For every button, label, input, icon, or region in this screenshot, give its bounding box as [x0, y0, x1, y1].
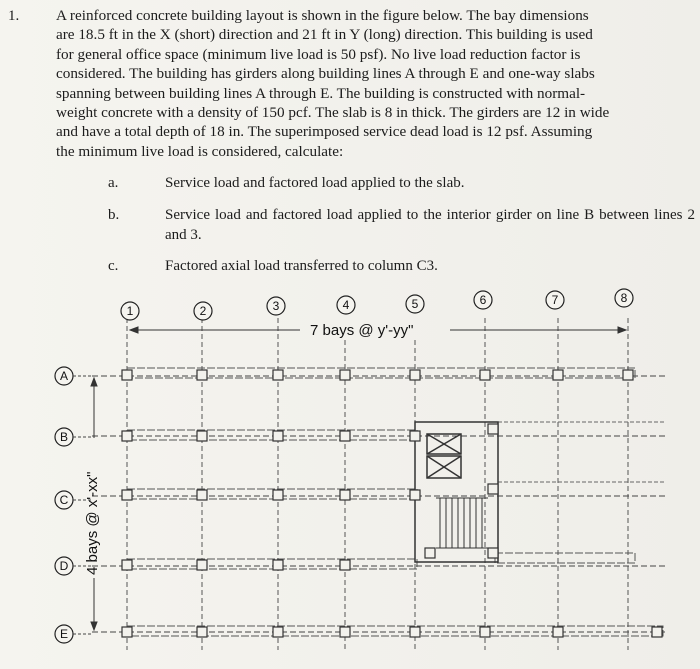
columns: [122, 370, 662, 637]
question-number: 1.: [8, 8, 20, 24]
paragraph-line: and have a total depth of 18 in. The superimposed service dead load is 12 psf. Assuming: [56, 123, 593, 141]
column-bubble-label: 3: [272, 299, 280, 313]
paragraph-line: weight concrete with a density of 150 pcf. The slab is 8 in thick. The girders are 12 in wide: [56, 104, 610, 122]
part-text: Service load and factored load applied to the interior girder on line B between lines 2 and 3.: [165, 207, 695, 243]
stair-treads: [436, 498, 488, 548]
girder-C: [127, 489, 417, 499]
dimension-arrow: [91, 622, 97, 630]
column-bubble-label: 5: [411, 297, 419, 311]
column-bubble-label: 1: [126, 304, 134, 318]
row-bubble-label: B: [59, 430, 69, 444]
paragraph-line: considered. The building has girders along building lines A through E and one-way slabs: [56, 65, 595, 83]
paragraph-line: the minimum live load is considered, calculate:: [56, 142, 344, 160]
row-bubble-label: D: [59, 559, 69, 573]
row-bubble-label: E: [59, 627, 69, 641]
vertical-dimension-label: 4 bays @ x'-xx": [84, 471, 101, 575]
part-label: a.: [108, 175, 119, 191]
paragraph-line: spanning between building lines A through E. The building is constructed with normal-: [56, 84, 586, 102]
column-bubble-label: 4: [342, 298, 350, 312]
dimension-arrow: [130, 327, 138, 333]
row-bubble-label: A: [59, 369, 69, 383]
girder-D: [127, 559, 417, 569]
paragraph-line: for general office space (minimum live load is 50 psf). No live load reduction factor is: [56, 45, 581, 63]
row-bubble-label: C: [59, 493, 69, 507]
girder-D-right: [495, 553, 635, 563]
paragraph-line: are 18.5 ft in the X (short) direction and 21 ft in Y (long) direction. This building is used: [56, 26, 593, 44]
dimension-arrow: [618, 327, 626, 333]
dimension-arrow: [91, 378, 97, 386]
column-bubble-label: 8: [620, 291, 628, 305]
part-label: b.: [108, 207, 120, 223]
paragraph-line: A reinforced concrete building layout is shown in the figure below. The bay dimensions: [56, 7, 589, 24]
girder-B: [127, 430, 417, 440]
part-text: Service load and factored load applied to the slab.: [165, 175, 465, 191]
part-label: c.: [108, 258, 119, 274]
column-bubble-label: 6: [479, 293, 487, 307]
horizontal-dimension-label: 7 bays @ y'-yy": [310, 322, 414, 339]
column-bubble-label: 7: [551, 293, 559, 307]
part-text: Factored axial load transferred to column C3.: [165, 258, 438, 274]
column-bubble-label: 2: [199, 304, 207, 318]
